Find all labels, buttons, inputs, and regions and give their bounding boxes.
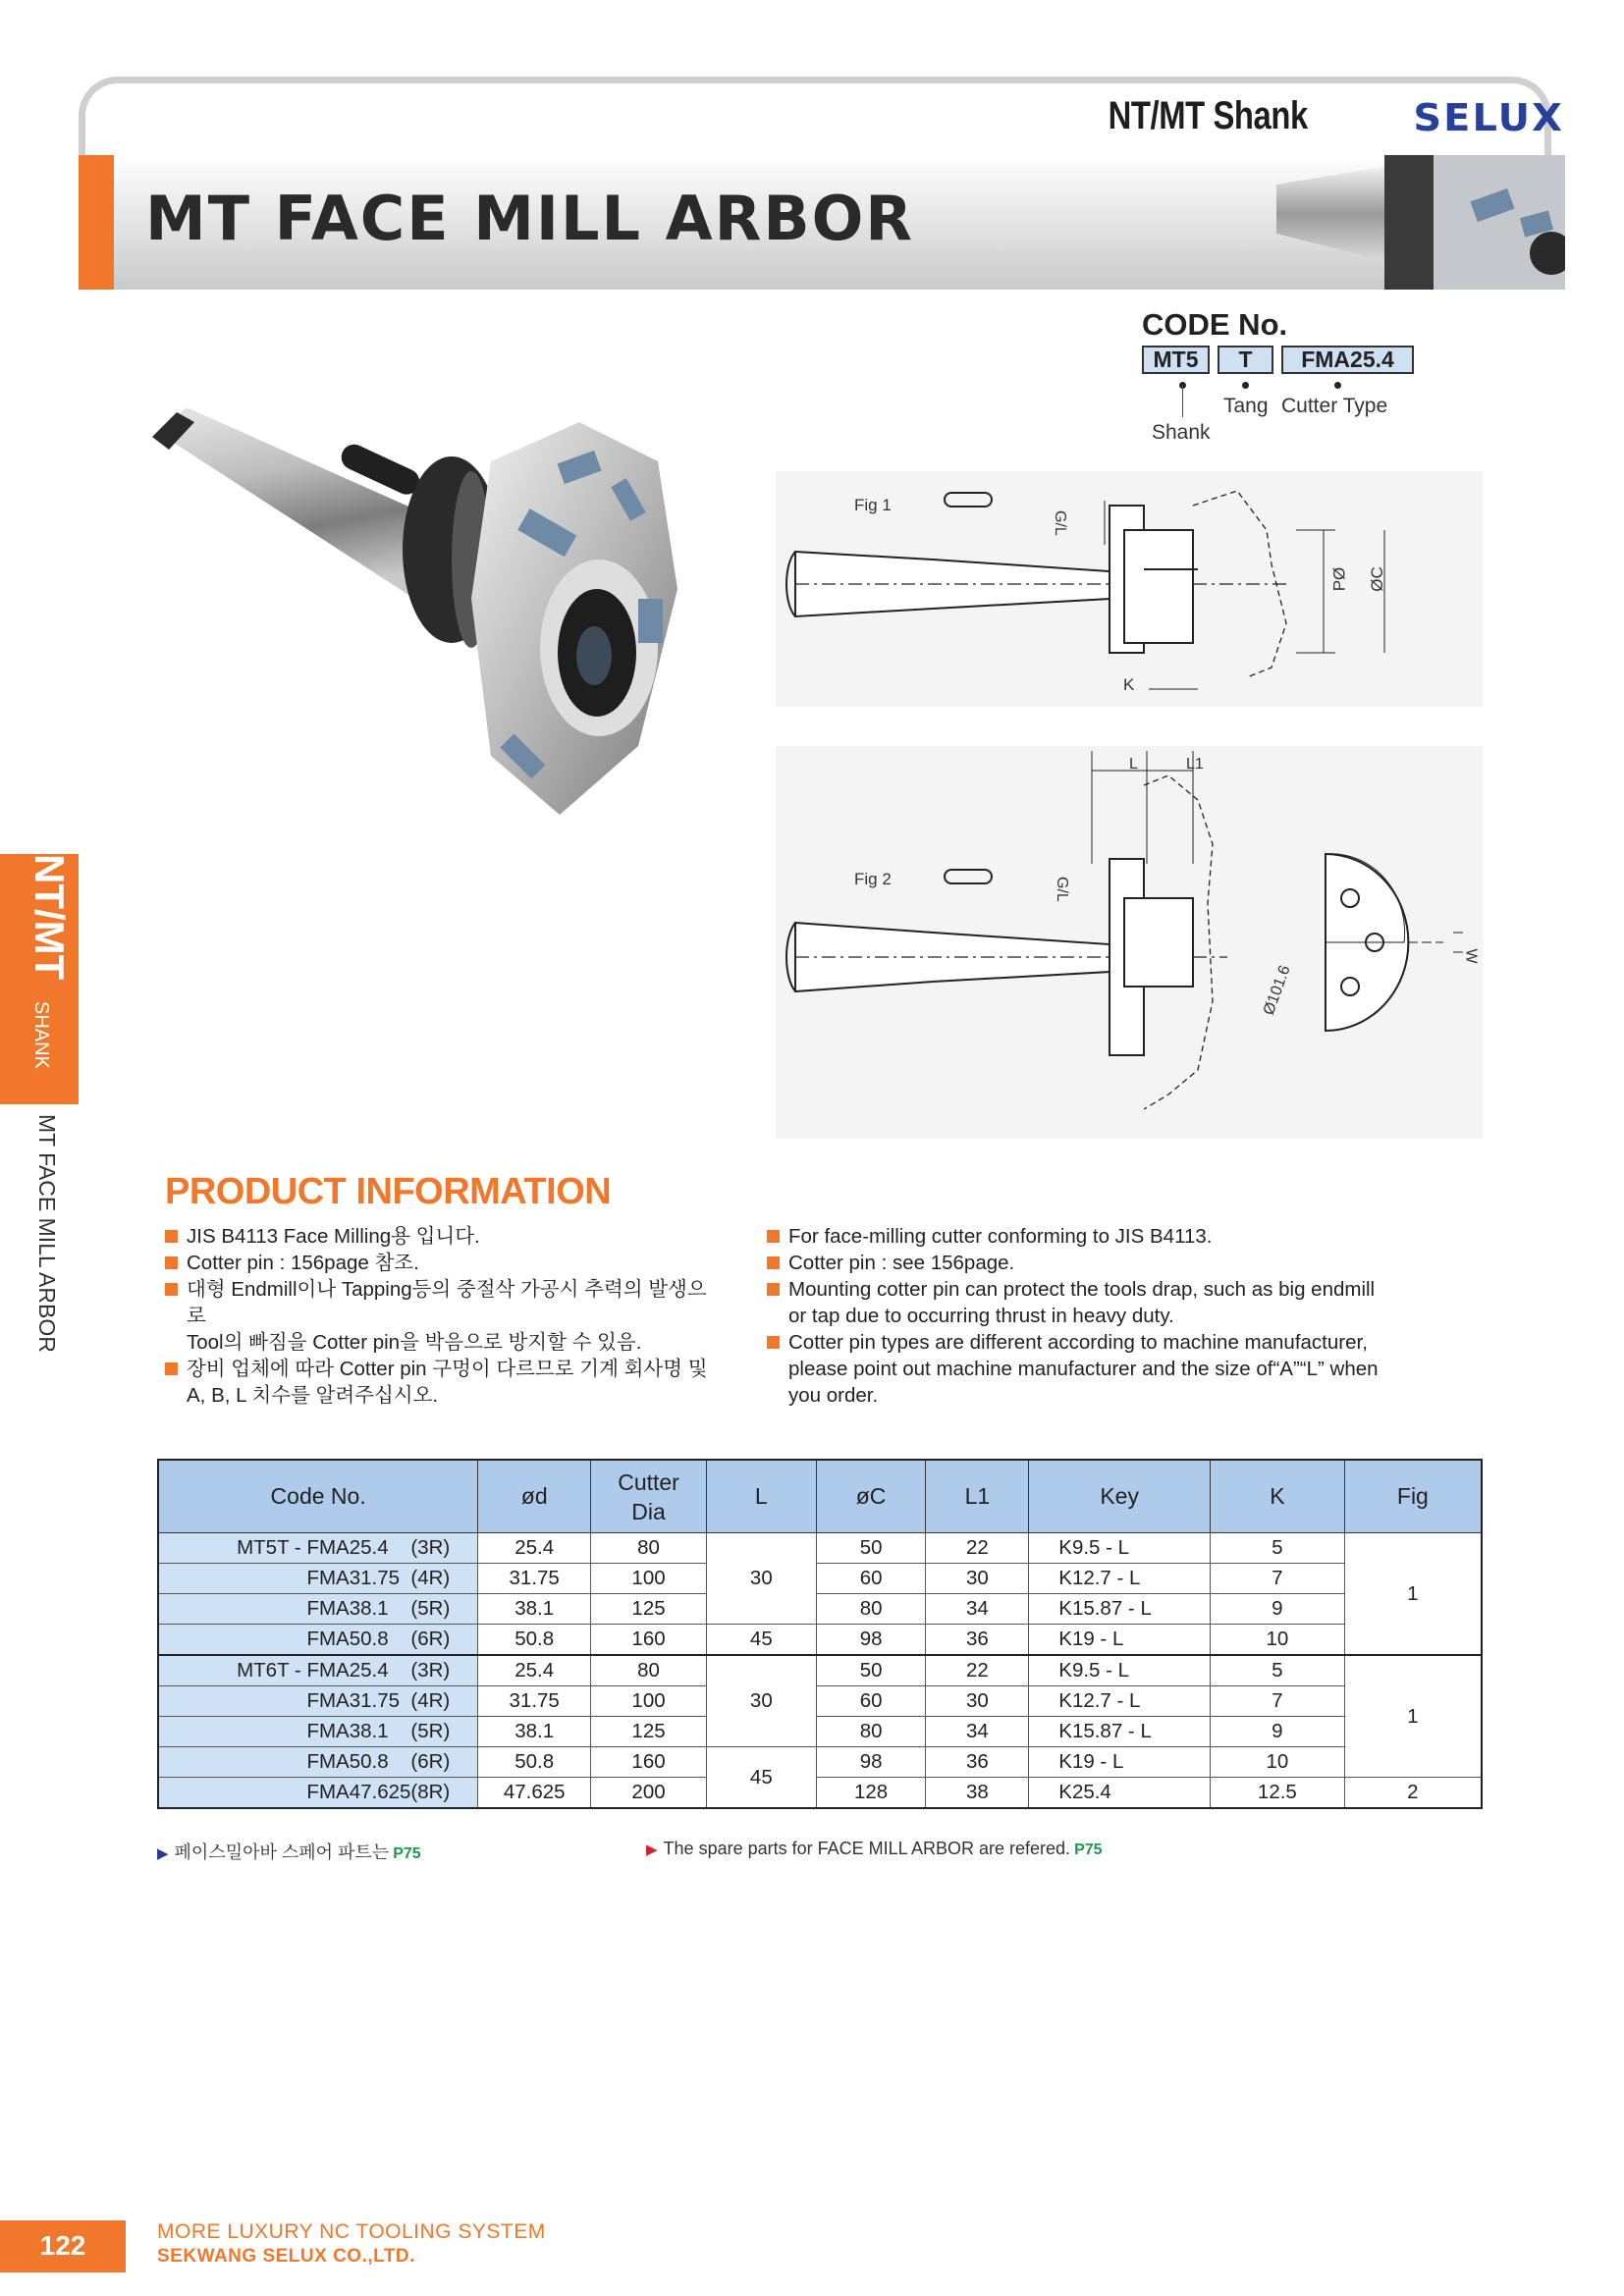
info-korean-item: JIS B4113 Face Milling용 입니다. — [165, 1223, 715, 1250]
code-label-shank: Shank — [1152, 421, 1211, 444]
info-korean-item: 대형 Endmill이나 Tapping등의 중절삭 가공시 추력의 발생으로 Tool의 빠짐을 Cotter pin을 박음으로 방지할 수 있음. — [165, 1276, 715, 1356]
product-info-english — [767, 1223, 1493, 1409]
table-row: FMA38.1 (5R) 38.1 125 80 34 K15.87 - L 9 — [158, 1717, 1482, 1747]
figure-2-l1: L1 — [1186, 756, 1204, 773]
info-english-item: Cotter pin : see 156page. — [767, 1250, 1493, 1276]
figure-2-drawing — [776, 746, 1483, 1139]
col-key: Key — [1029, 1460, 1211, 1533]
code-dot — [1242, 382, 1249, 389]
figure-2-gl: G/L — [1054, 877, 1070, 902]
table-row: FMA38.1 (5R) 38.1 125 80 34 K15.87 - L 9 — [158, 1594, 1482, 1625]
figure-2-diameter: Ø101.6 — [1260, 963, 1294, 1018]
side-tab-text — [0, 854, 79, 1104]
figure-1-k: K — [1123, 675, 1135, 694]
triangle-icon: ▶ — [157, 1845, 169, 1862]
col-c: øC — [816, 1460, 926, 1533]
brand-logo: SELUX — [1412, 96, 1564, 139]
col-k: K — [1211, 1460, 1345, 1533]
code-no-title: CODE No. — [1142, 307, 1288, 342]
table-row: MT6T - FMA25.4 (3R) 25.4 80 30 50 22 K9.5 - L 5 1 — [158, 1655, 1482, 1686]
col-l1: L1 — [926, 1460, 1029, 1533]
figure-2-w: W — [1462, 948, 1480, 964]
code-label-tang: Tang — [1223, 395, 1269, 417]
product-info-korean — [165, 1223, 715, 1409]
col-cutter-dia: Cutter Dia — [591, 1460, 707, 1533]
footnote-english: ▶ The spare parts for FACE MILL ARBOR are refered. P75 — [646, 1839, 1103, 1858]
footnote-korean: ▶ 페이스밀아바 스페어 파트는 P75 — [157, 1842, 421, 1862]
col-d: ød — [478, 1460, 591, 1533]
table-row: FMA50.8 (6R) 50.8 160 45 98 36 K19 - L 10 — [158, 1625, 1482, 1656]
table-row: MT5T - FMA25.4 (3R) 25.4 80 30 50 22 K9.5 - L 5 1 — [158, 1533, 1482, 1564]
figure-1-oc: ØC — [1367, 566, 1386, 592]
code-dot — [1334, 382, 1341, 389]
page-link[interactable]: P75 — [393, 1845, 421, 1862]
info-korean-item: Cotter pin : 156page 참조. — [165, 1250, 715, 1276]
triangle-icon: ▶ — [646, 1842, 658, 1858]
spec-table — [157, 1459, 1483, 1809]
col-code: Code No. — [158, 1460, 478, 1533]
code-part-cutter: FMA25.4 — [1281, 346, 1414, 374]
figure-2-l: L — [1129, 756, 1138, 773]
page-title: MT FACE MILL ARBOR — [145, 183, 915, 254]
info-english-item: For face-milling cutter conforming to JIS B4113. — [767, 1223, 1493, 1250]
code-line — [1182, 385, 1183, 417]
figure-1-gl: G/L — [1052, 510, 1068, 536]
footer-company: SEKWANG SELUX CO.,LTD. — [157, 2246, 415, 2267]
section-title: NT/MT Shank — [1108, 94, 1308, 137]
side-label-text: MT FACE MILL ARBOR — [34, 1114, 60, 1353]
side-tab-main: NT/MT — [27, 854, 73, 981]
table-header-row — [158, 1460, 1482, 1533]
col-fig: Fig — [1344, 1460, 1482, 1533]
table-row: FMA31.75 (4R) 31.75 100 60 30 K12.7 - L 7 — [158, 1686, 1482, 1717]
figure-1-pd: PØ — [1329, 566, 1349, 592]
header-accent — [79, 155, 114, 290]
code-part-tang: T — [1218, 346, 1273, 374]
table-row: FMA47.625(8R) 47.625 200 128 38 K25.4 12.5 2 — [158, 1778, 1482, 1809]
info-english-item: Mounting cotter pin can protect the tools drap, such as big endmill or tap due to occurring thrust in heavy duty. — [767, 1276, 1493, 1329]
code-part-shank: MT5 — [1142, 346, 1210, 374]
page-link[interactable]: P75 — [1074, 1842, 1103, 1858]
col-l: L — [706, 1460, 816, 1533]
figure-2-label: Fig 2 — [854, 870, 892, 888]
table-row: FMA31.75 (4R) 31.75 100 60 30 K12.7 - L 7 — [158, 1564, 1482, 1594]
table-row: FMA50.8 (6R) 50.8 160 45 98 36 K19 - L 10 — [158, 1747, 1482, 1778]
figure-1-label: Fig 1 — [854, 496, 892, 514]
page-number: 122 — [39, 2230, 86, 2261]
header-tool-image — [1276, 155, 1565, 290]
code-label-cutter-type: Cutter Type — [1281, 395, 1388, 417]
product-photo — [147, 402, 776, 854]
side-tab-sub: SHANK — [30, 1001, 52, 1069]
info-english-item: Cotter pin types are different according to machine manufacturer, please point out machine manufacturer and the size of“A”“L” when you order. — [767, 1329, 1493, 1409]
footer-tagline: MORE LUXURY NC TOOLING SYSTEM — [157, 2220, 546, 2243]
info-korean-item: 장비 업체에 따라 Cotter pin 구멍이 다르므로 기계 회사명 및 A, B, L 치수를 알려주십시오. — [165, 1356, 715, 1409]
side-label — [0, 1109, 79, 1404]
product-info-title: PRODUCT INFORMATION — [165, 1171, 612, 1212]
